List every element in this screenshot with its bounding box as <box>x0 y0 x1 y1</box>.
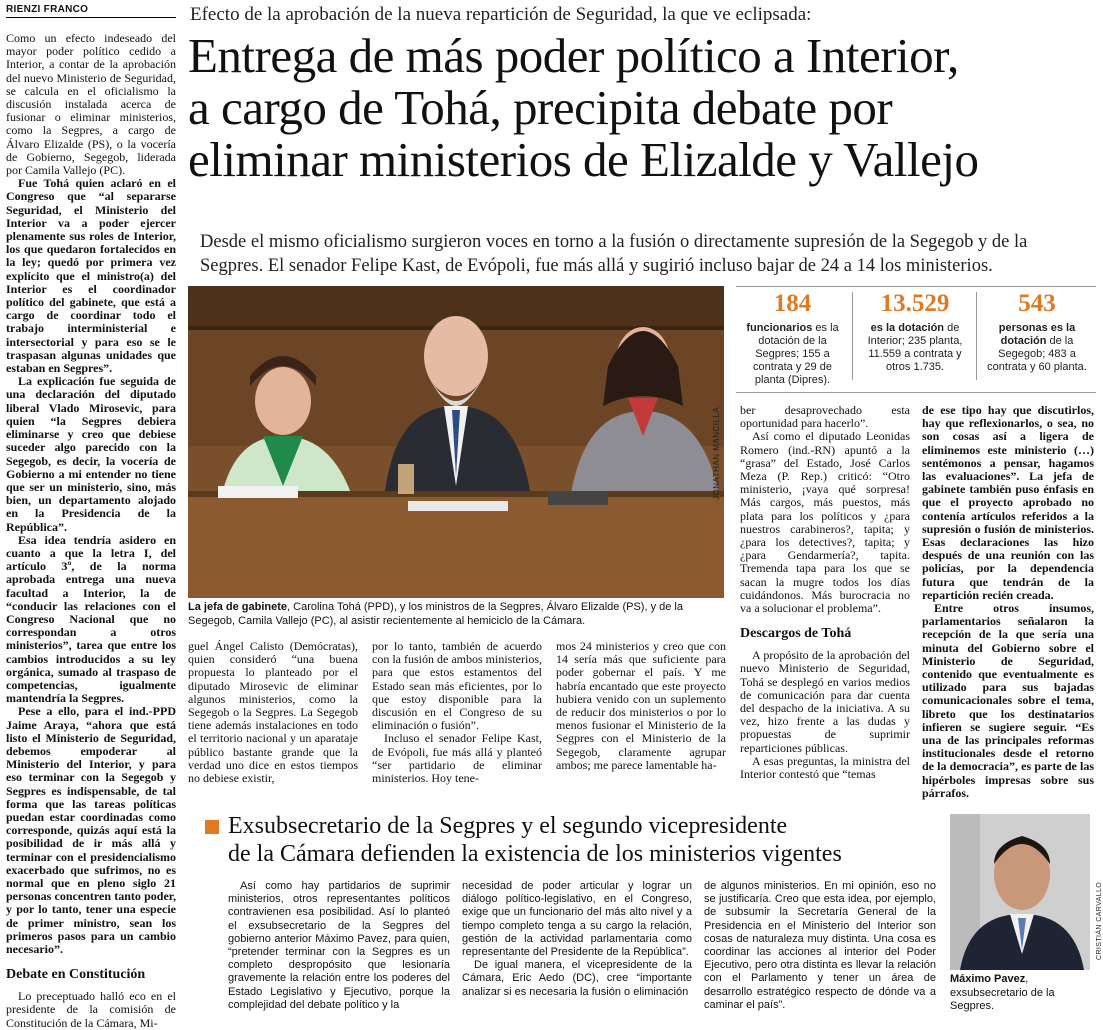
paragraph: La explicación fue seguida de una declaración del diputado liberal Vlado Mirosevic, para quien “la Segpres debiera eliminarse y creo que debiese suceder algo parecido con la Segegob, es decir, la vocería de Gobierno a mi entender no tiene que ser un ministerio, sino, más bien, un departamento alojado en la Presidencia de la República”. <box>6 374 176 534</box>
paragraph: A esas preguntas, la ministra del Interior contestó que “temas <box>740 753 910 782</box>
stat-rest: de Interior; 235 planta, 11.559 a contrata y otros 1.735. <box>867 322 963 373</box>
kicker: Efecto de la aprobación de la nueva repartición de Seguridad, la que ve eclipsada: <box>190 4 812 25</box>
paragraph: Así como hay partidarios de suprimir ministerios, otros representantes políticos contravienen esa posibilidad. Así lo planteó el exsubsecretario de la Segpres del gobierno anterior Máximo Pavez, para quien, “pretender terminar con la Segpres es un completo despropósito que lesionaría gravemente la relación entre los poderes del Estado Legislativo y Ejecutivo, porque la complejidad del debate político y la <box>228 880 450 1011</box>
section-marker <box>205 820 219 834</box>
portrait-credit: CRISTIÁN CARVALLO <box>1096 881 1103 960</box>
paragraph: por lo tanto, también de acuerdo con la fusión de ambos ministerios, para que estos estamentos del Estado sean más eficientes, por lo que estoy disponible para la discusión en el Congreso de su eliminación o fusión”. <box>372 639 542 733</box>
paragraph: Fue Tohá quien aclaró en el Congreso que “al separarse Seguridad, el Ministerio del Interior va a poder ejercer plenamente sus roles de Interior, los que quedaron fortalecidos en la ley; quedó por primera vez explícito que el ministro(a) del Interior es el coordinador político del gabinete, que está a cargo de coordinar todo el trabajo interministerial e intersectorial y para eso se le traspasan algunas unidades que estaban en Segpres”. <box>6 176 176 376</box>
paragraph: Como un efecto indeseado del mayor poder político cedido a Interior, a contar de la aprobación del nuevo Ministerio de Seguridad, se calcula en el oficialismo la discusión instalada acerca de fusionar o eliminar ministerios, como la Segpres, a cargo de Álvaro Elizalde (PS), o la vocería de Gobierno, Segegob, liderada por Camila Vallejo (PC). <box>6 31 176 178</box>
paragraph: de algunos ministerios. En mi opinión, eso no se justificaría. Creo que esta idea, por ejemplo, de subsumir la Secretaría General de la Presidencia en el Ministerio del Interior son cosas de naturaleza muy distinta. Una cosa es coordinar las acciones al interior del Poder Ejecutivo, pero otra distinta es llevar la relación con el Parlamento y tener un área de desarrollo estratégico respecto de dónde va a caminar el país”. <box>704 880 936 1011</box>
column-3 <box>372 640 542 785</box>
stats-top-rule <box>736 286 1096 287</box>
paragraph: de ese tipo hay que discutirlos, hay que reflexionarlos, o sea, no son cosas así a ligera de eliminemos este ministerio (…) sentémonos a pensar, hagamos las evaluaciones”. La jefa de gabinete también puso énfasis en que el proyecto aprobado no contenía artículos referidos a la supresión o fusión de ministerios. Esas declaraciones las hizo después de una reunión con las policías, por la dependencia futura que tendrán de la repartición recién creada. <box>922 403 1094 602</box>
paragraph: De igual manera, el vicepresidente de la Cámara, Eric Aedo (DC), cree “importante analizar si es necesaria la fusión o eliminación <box>462 959 692 998</box>
stats-bottom-rule <box>736 392 1096 393</box>
paragraph: Lo preceptuado halló eco en el presidente de la comisión de Constitución de la Cámara, Mi- <box>6 989 176 1030</box>
column-4 <box>556 640 726 772</box>
paragraph: ber desaprovechado esta oportunidad para hacerlo”. <box>740 403 910 431</box>
paragraph: A propósito de la aprobación del nuevo Ministerio de Seguridad, Tohá se desplegó en varios medios de comunicación para dar cuenta del despacho de la iniciativa. A su vez, hizo frente a las dudas y propuestas de suprimir reparticiones públicas. <box>740 648 910 755</box>
stat-text <box>860 322 970 374</box>
column-6 <box>922 404 1094 800</box>
subhead: Debate en Constitución <box>6 967 146 983</box>
section-column-3 <box>704 880 936 1012</box>
subhead: Descargos de Tohá <box>740 626 852 642</box>
portrait-caption-lead: Máximo Pavez <box>950 973 1026 985</box>
photo-caption <box>188 601 724 628</box>
stat-divider <box>976 292 977 380</box>
stat-bold: funcionarios <box>746 322 813 334</box>
caption-lead: La jefa de gabinete <box>188 601 288 613</box>
byline: RIENZI FRANCO <box>6 4 176 18</box>
headline-line: a cargo de Tohá, precipita debate por <box>188 80 893 135</box>
paragraph: Incluso el senador Felipe Kast, de Evópoli, fue más allá y planteó “ser partidario de eliminar ministerios. Hoy tene- <box>372 731 542 786</box>
portrait-photo <box>950 814 1090 970</box>
paragraph: Entre otros insumos, parlamentarios señalaron la recepción de la que sería una minuta del Gobierno sobre el Ministerio de Seguridad, contenido que eventualmente es utilizado para sus bajadas comunicacionales sobre el tema, libreto que los destinatarios infieren se sugiere seguir. “Es una de las principales reformas institucionales desde el retorno de la democracia”, es parte de las hipérboles impresas sobre sus párrafos. <box>922 601 1094 800</box>
stat-number: 13.529 <box>880 290 950 317</box>
section-column-1 <box>228 880 450 1012</box>
caption-text: , Carolina Tohá (PPD), y los ministros de la Segpres, Álvaro Elizalde (PS), y de la Segegob, Camila Vallejo (PC), al asistir recientemente al hemiciclo de la Cámara. <box>188 601 683 627</box>
cabinet-photo <box>188 286 724 598</box>
section-headline-line: de la Cámara defienden la existencia de los ministerios vigentes <box>228 841 842 867</box>
stat-rest: es la dotación de la Segpres; 155 a contrata y 29 de planta (Dipres). <box>753 322 839 386</box>
column-5 <box>740 404 910 781</box>
stat-number: 543 <box>1018 290 1056 317</box>
portrait-caption-text: , exsubsecretario de la Segpres. <box>950 973 1055 1012</box>
stat-bold: personas es la dotación <box>998 322 1076 347</box>
stat-bold: es la dotación <box>870 322 945 334</box>
stat-number: 184 <box>773 290 812 317</box>
paragraph: Pese a ello, para el ind.-PPD Jaime Araya, “ahora que está listo el Ministerio de Seguridad, debemos empoderar al Ministerio del Interior, y para eso terminar con la Segegob y Segpres es indispensable, de tal forma que las tareas políticas puedan estar coordinadas como corresponde, quizás aquí está la posibilidad de ir más allá y terminar con el presidencialismo exacerbado que sufrimos, no es normal que en pleno siglo 21 personas concentren tanto poder, y por lo tanto, tener una especie de primer ministro, sean los primeros pasos para un cambio necesario”. <box>6 704 176 957</box>
section-headline <box>228 812 938 868</box>
portrait-illustration <box>950 814 1090 970</box>
section-headline-line: Exsubsecretario de la Segpres y el segundo vicepresidente <box>228 813 788 839</box>
stat-divider <box>852 292 853 380</box>
column-2 <box>188 640 358 785</box>
paragraph: necesidad de poder articular y lograr un diálogo político-legislativo, en el Congreso, exige que un funcionario del más alto nivel y a tiempo completo tenga a su cargo la relación, gestión de la actividad parlamentaria como representante del Presidente de la República”. <box>462 880 692 959</box>
headline-line: eliminar ministerios de Elizalde y Vallejo <box>188 132 979 187</box>
headline <box>188 30 1093 186</box>
paragraph: mos 24 ministerios y creo que con 14 sería más que suficiente para poder gobernar el país. Y me habría encantado que este proyecto hubiera venido con un suplemento de reducir dos ministerios o por lo menos fusionar el Ministerio de la Segpres con el Ministerio de la Segegob, claramente agrupar ambos; me parece lamentable ha- <box>556 639 726 772</box>
stat-segpres <box>740 290 845 387</box>
paragraph: Esa idea tendría asidero en cuanto a que la letra I, del artículo 3º, de la norma aprobada entrega una nueva facultad a Interior, la de “conducir las relaciones con el Congreso Nacional que no correspondan a otros ministerios”, tarea que entre los cambios introducidos a su ley orgánica, sumado al traspaso de competencias, igualmente mantendría la Segpres. <box>6 532 176 706</box>
stat-rest: de la Segegob; 483 a contrata y 60 planta. <box>987 335 1087 373</box>
paragraph: guel Ángel Calisto (Demócratas), quien consideró “una buena propuesta lo planteado por el diputado Mirosevic de eliminar algunos ministerios, como la Segegob o la Segpres. La Segegob tiene además instalaciones en todo el territorio nacional y un aparataje público bastante grande que la verdad uno dice en estos tiempos no debiese existir, <box>188 639 358 786</box>
column-1 <box>6 32 176 1030</box>
paragraph: Así como el diputado Leonidas Romero (ind.-RN) apuntó a la “grasa” del Estado, José Carlos Meza (P. Rep.) criticó: “Otro ministerio, ¡vaya qué sorpresa! Más cargos, más puestos, más plata para los políticos y ¿para nuestros carabineros?, tapita; y ¿para los detectives?, tapita; y ¿para Gendarmería?, tapita. Tremenda tapa para los que se sacan la mugre todos los días cuidándonos. Más burocracia no va a solucionar el problema”. <box>740 429 910 616</box>
portrait-caption <box>950 973 1095 1014</box>
headline-line: Entrega de más poder político a Interior, <box>188 28 959 83</box>
deck: Desde el mismo oficialismo surgieron voces en torno a la fusión o directamente supresión de la Segegob y de la Segpres. El senador Felipe Kast, de Evópoli, fue más allá y sugirió incluso bajar de 24 a 14 los ministerios. <box>200 232 1028 276</box>
section-column-2 <box>462 880 692 999</box>
stat-text <box>982 322 1092 374</box>
stat-text <box>740 322 845 387</box>
stat-interior <box>860 290 970 374</box>
cabinet-photo-illustration <box>188 286 724 598</box>
stat-segegob <box>982 290 1092 374</box>
photo-credit: JONATHAN MANCILLA <box>712 406 721 500</box>
